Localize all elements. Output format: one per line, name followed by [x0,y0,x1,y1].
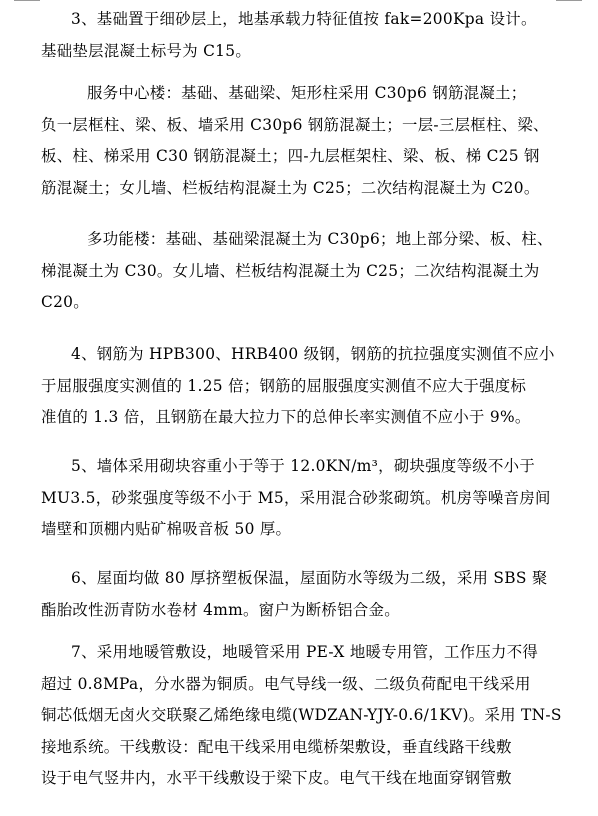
text-line: 准值的 1.3 倍，且钢筋在最大拉力下的总伸长率实测值不应小于 9%。 [41,408,531,426]
paragraph-service-center [41,78,553,204]
text-line: C20。 [41,293,89,311]
paragraph-item-7 [41,637,562,795]
text-line: 6、屋面均做 80 厚挤塑板保温，屋面防水等级为二级，采用 SBS 聚 [71,569,548,587]
text-line: 3、基础置于细砂层上，地基承载力特征值按 fak=200Kpa 设计。 [71,10,537,28]
text-line: 超过 0.8MPa，分水器为铜质。电气导线一级、二级负荷配电干线采用 [41,674,531,693]
text-line: 4、钢筋为 HPB300、HRB400 级钢，钢筋的抗拉强度实测值不应小 [71,345,555,363]
text-line: 设于电气竖井内，水平干线敷设于梁下皮。电气干线在地面穿钢管敷 [41,769,512,787]
paragraph-multifunction [41,224,553,319]
page-corner-mark-right [556,0,582,1]
text-line: 铜芯低烟无卤火交联聚乙烯绝缘电缆(WDZAN-YJY-0.6/1KV)。采用 TN-S [41,706,562,724]
text-line: 于屈服强度实测值的 1.25 倍；钢筋的屈服强度实测值不应大于强度标 [41,376,527,395]
text-line: 5、墙体采用砌块容重小于等于 12.0KN/m³，砌块强度等级不小于 [71,457,536,475]
paragraph-item-5 [41,451,553,546]
text-line: 7、采用地暖管敷设，地暖管采用 PE-X 地暖专用管，工作压力不得 [71,643,539,661]
text-line: 酯胎改性沥青防水卷材 4mm。窗户为断桥铝合金。 [41,600,400,619]
text-line: 板、柱、梯采用 C30 钢筋混凝土；四-九层框架柱、梁、板、梯 C25 钢 [41,147,540,165]
text-line: 墙壁和顶棚内贴矿棉吸音板 50 厚。 [41,520,292,538]
page-corner-mark-left [14,0,40,1]
paragraph-item-6 [41,563,553,626]
text-line: 基础垫层混凝土标号为 C15。 [41,41,252,60]
text-line: 多功能楼：基础、基础梁混凝土为 C30p6；地上部分梁、板、柱、 [87,230,553,248]
text-line: MU3.5，砂浆强度等级不小于 M5，采用混合砂浆砌筑。机房等噪音房间 [41,488,551,507]
text-line: 梯混凝土为 C30。女儿墙、栏板结构混凝土为 C25；二次结构混凝土为 [41,261,540,280]
text-line: 接地系统。干线敷设：配电干线采用电缆桥架敷设，垂直线路干线敷 [41,737,512,756]
text-line: 筋混凝土；女儿墙、栏板结构混凝土为 C25；二次结构混凝土为 C20。 [41,178,540,197]
paragraph-item-3 [41,4,553,67]
text-line: 服务中心楼：基础、基础梁、矩形柱采用 C30p6 钢筋混凝土； [87,84,527,102]
text-line: 负一层框柱、梁、板、墙采用 C30p6 钢筋混凝土；一层-三层框柱、梁、 [41,115,549,134]
paragraph-item-4 [41,339,553,434]
